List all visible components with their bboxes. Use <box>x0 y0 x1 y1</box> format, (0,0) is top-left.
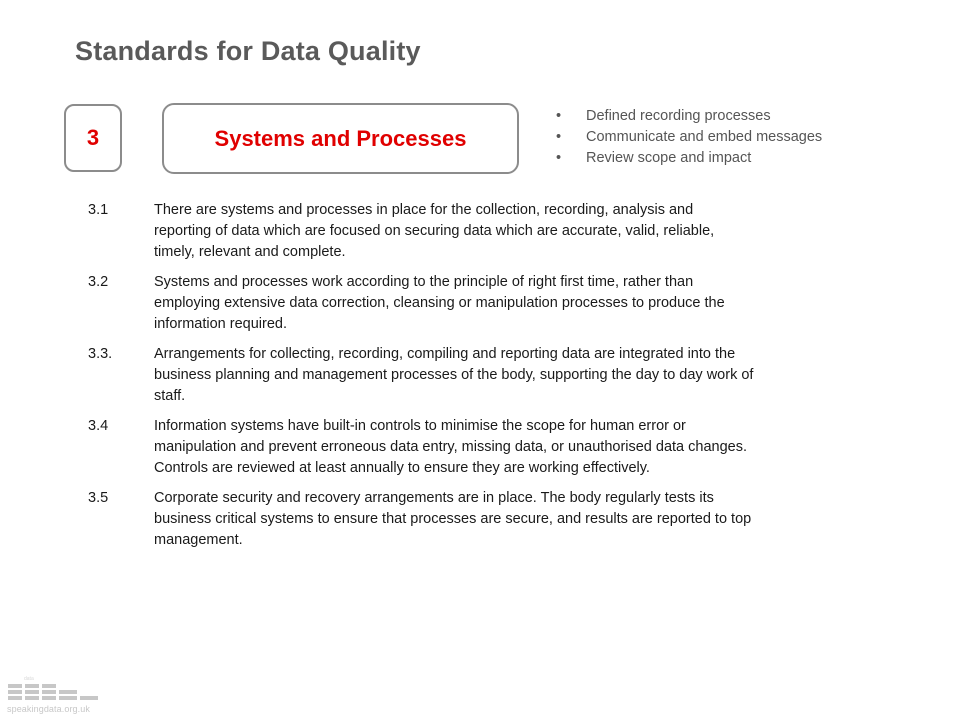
item-text: Information systems have built-in controls to minimise the scope for human error or manipulation and prevent erroneous data entry, missing data, or unauthorised data changes. Controls are reviewed at least annually to ensure they are working effectively. <box>154 418 747 476</box>
item-number: 3.1 <box>88 202 109 218</box>
standard-item <box>88 200 768 263</box>
section-title: Systems and Processes <box>214 125 467 151</box>
section-number: 3 <box>86 125 100 150</box>
logo-small-text: data <box>24 676 34 682</box>
summary-bullet-list <box>556 106 822 169</box>
bullet-item: • Review scope and impact <box>556 148 822 169</box>
bullet-dot-icon: • <box>556 108 562 124</box>
item-number: 3.4 <box>88 418 109 434</box>
standard-item <box>88 344 768 407</box>
speakingdata-logo <box>6 676 102 718</box>
bullet-dot-icon: • <box>556 150 562 166</box>
standard-item <box>88 488 768 551</box>
standard-item <box>88 272 768 335</box>
bullet-dot-icon: • <box>556 129 562 145</box>
item-text: There are systems and processes in place for the collection, recording, analysis and reporting of data which are focused on securing data which are accurate, valid, reliable, timely, relevant and complete. <box>154 202 715 260</box>
logo-text: speakingdata.org.uk <box>7 704 90 714</box>
item-number: 3.5 <box>88 490 109 506</box>
section-title-box <box>162 103 519 174</box>
bullet-item: • Defined recording processes <box>556 106 822 127</box>
standard-item <box>88 416 768 479</box>
item-text: Systems and processes work according to the principle of right first time, rather than employing extensive data correction, cleansing or manipulation processes to produce the information required. <box>154 274 725 332</box>
bullet-item: • Communicate and embed messages <box>556 127 822 148</box>
standards-list <box>88 200 768 560</box>
section-number-box <box>64 104 122 172</box>
item-number: 3.3. <box>88 346 113 362</box>
item-number: 3.2 <box>88 274 109 290</box>
item-text: Corporate security and recovery arrangements are in place. The body regularly tests its business critical systems to ensure that processes are secure, and results are reported to top management. <box>154 490 752 548</box>
item-text: Arrangements for collecting, recording, compiling and reporting data are integrated into the business planning and management processes of the body, supporting the day to day work of staff. <box>154 346 754 404</box>
page-title: Standards for Data Quality <box>75 36 421 66</box>
